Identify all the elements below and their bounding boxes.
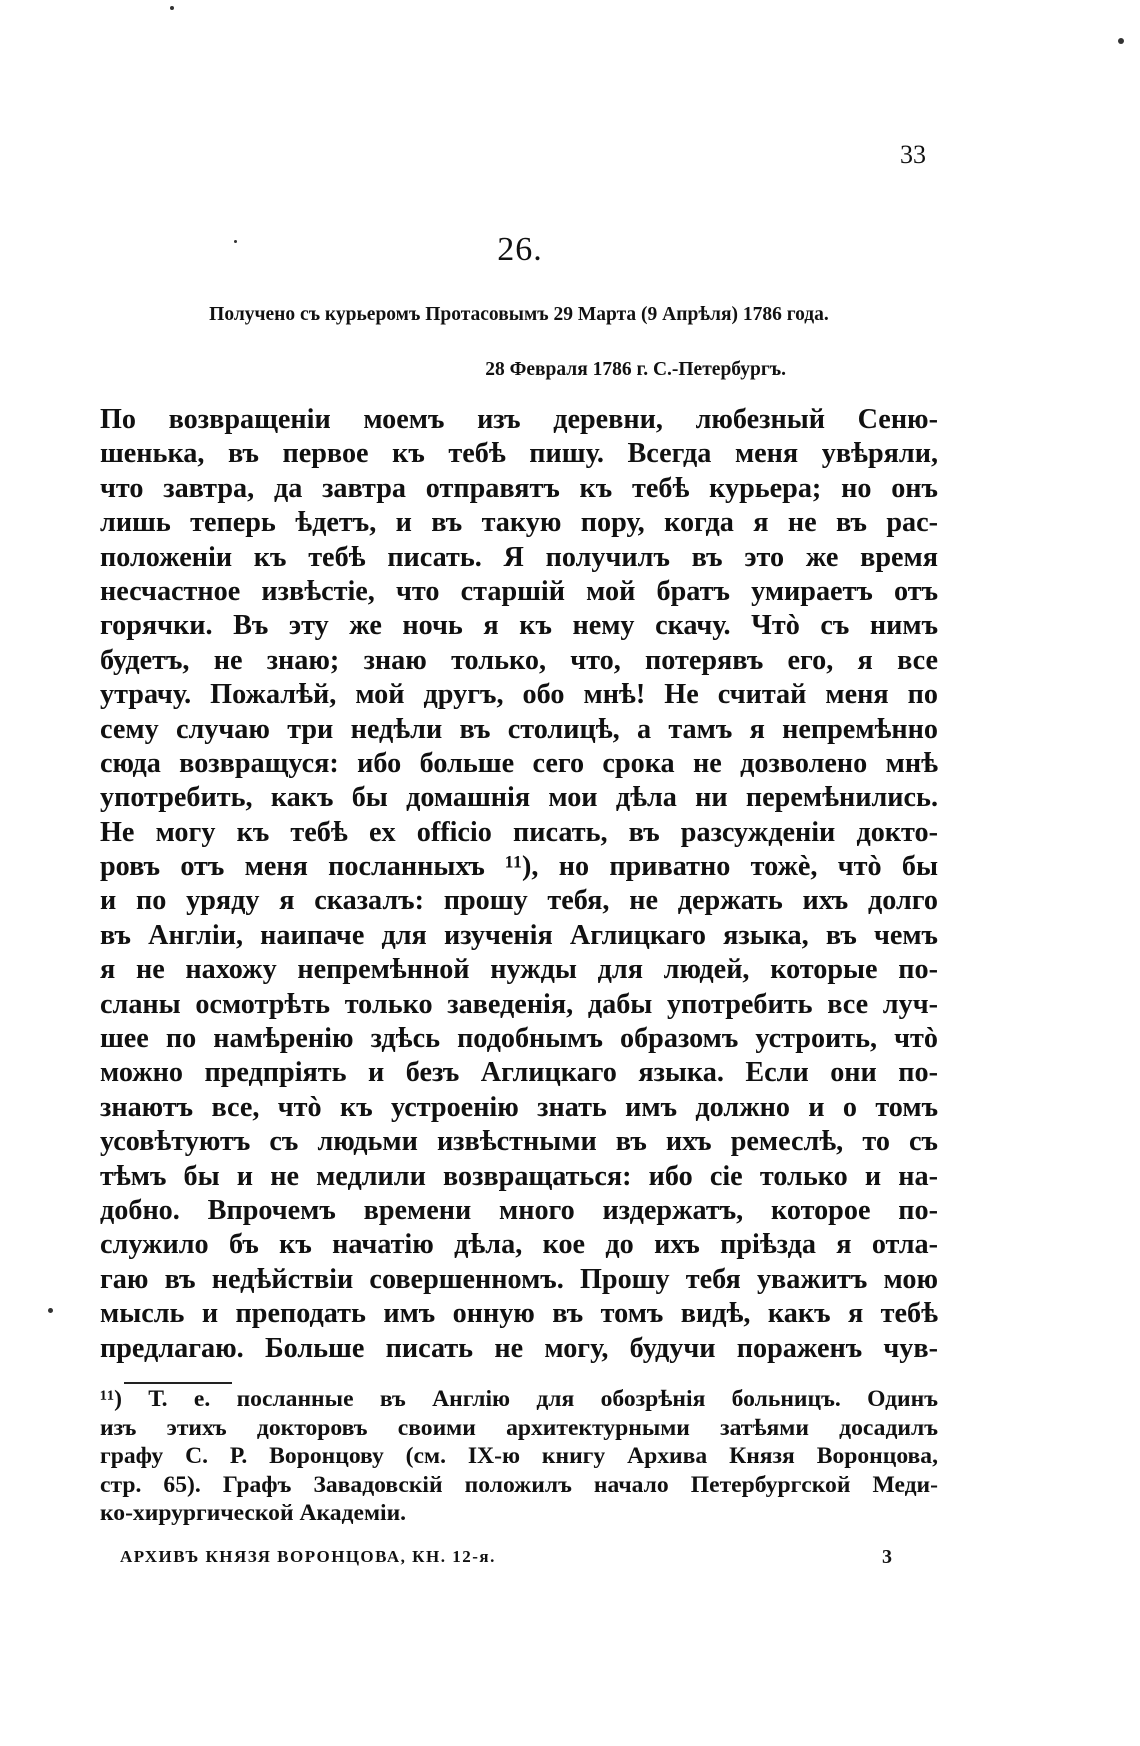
- body-line: горячки. Въ эту же ночь я къ нему скачу. Чтò съ нимъ: [100, 610, 938, 642]
- body-line: Не могу къ тебѣ ex officio писать, въ разсужденіи докто-: [100, 816, 938, 848]
- body-line: мысль и преподать имъ онную въ томъ видѣ, какъ я тебѣ: [100, 1298, 938, 1330]
- body-line: предлагаю. Больше писать не могу, будучи пораженъ чув-: [100, 1332, 938, 1364]
- body-line: лишь теперь ѣдетъ, и въ такую пору, когда я не въ рас-: [100, 507, 938, 539]
- body-line: будетъ, не знаю; знаю только, что, потерявъ его, я все: [100, 644, 938, 676]
- signature-mark: 3: [882, 1546, 894, 1568]
- body-line: шенька, въ первое къ тебѣ пишу. Всегда меня увѣряли,: [100, 438, 938, 470]
- received-note: Получено съ курьеромъ Протасовымъ 29 Марта (9 Апрѣля) 1786 года.: [209, 304, 829, 325]
- body-line: добно. Впрочемъ времени много издержатъ, которое по-: [100, 1194, 938, 1226]
- body-line: можно предпріять и безъ Аглицкаго языка. Если они по-: [100, 1057, 938, 1089]
- footnote: [100, 1385, 938, 1528]
- body-line: въ Англіи, наипаче для изученія Аглицкаго языка, въ чемъ: [100, 919, 938, 951]
- letter-body: [100, 403, 938, 1366]
- body-line: знаютъ все, чтò къ устроенію знать имъ должно и о томъ: [100, 1091, 938, 1123]
- footnote-line: ко-хирургической Академіи.: [100, 1500, 407, 1526]
- body-line: я не нахожу непремѣнной нужды для людей, которые по-: [100, 954, 938, 986]
- body-line: сланы осмотрѣть только заведенія, дабы употребить все луч-: [100, 988, 938, 1020]
- body-line: употребить, какъ бы домашнія мои дѣла ни перемѣнились.: [100, 782, 938, 814]
- body-line: утрачу. Пожалѣй, мой другъ, обо мнѣ! Не считай меня по: [100, 679, 938, 711]
- body-line: служило бъ къ начатію дѣла, кое до ихъ пріѣзда я отла-: [100, 1229, 938, 1261]
- print-speck: [170, 6, 174, 10]
- body-line: несчастное извѣстіе, что старшій мой братъ умираетъ отъ: [100, 575, 938, 607]
- body-line: и по уряду я сказалъ: прошу тебя, не держать ихъ долго: [100, 885, 938, 917]
- footnote-line: стр. 65). Графъ Завадовскій положилъ начало Петербургской Меди-: [100, 1471, 938, 1498]
- body-line: что завтра, да завтра отправятъ къ тебѣ курьера; но онъ: [100, 472, 938, 504]
- footnote-divider: [124, 1382, 232, 1384]
- body-line: сюда возвращуся: ибо больше сего срока не дозволено мнѣ: [100, 747, 938, 779]
- date-line-text: 28 Февраля 1786 г. С.-Петербургъ.: [485, 359, 786, 380]
- body-line: ровъ отъ меня посланныхъ ¹¹), но приватно тожѐ, чтò бы: [100, 851, 938, 883]
- body-line: положеніи къ тебѣ писать. Я получилъ въ это же время: [100, 541, 938, 573]
- body-line: гаю въ недѣйствіи совершенномъ. Прошу тебя уважитъ мою: [100, 1263, 938, 1295]
- body-line: сему случаю три недѣли въ столицѣ, а тамъ я непремѣнно: [100, 713, 938, 745]
- footnote-line: ¹¹) Т. е. посланные въ Англію для обозрѣнія больницъ. Одинъ: [100, 1386, 938, 1412]
- print-speck: [1118, 38, 1124, 44]
- footnote-line: графу С. Р. Воронцову (см. IX-ю книгу Архива Князя Воронцова,: [100, 1443, 938, 1469]
- print-speck: [48, 1308, 53, 1313]
- body-line: усовѣтуютъ съ людьми извѣстными въ ихъ ремеслѣ, то съ: [100, 1126, 938, 1158]
- page-number: 33: [900, 140, 926, 169]
- letter-number: 26.: [497, 231, 543, 268]
- body-line: тѣмъ бы и не медлили возвращаться: ибо сіе только и на-: [100, 1160, 938, 1192]
- print-speck: [234, 240, 237, 243]
- date-line: [100, 356, 938, 384]
- body-line: шее по намѣренію здѣсь подобнымъ образомъ устроить, чтò: [100, 1023, 938, 1055]
- body-line: По возвращеніи моемъ изъ деревни, любезный Сеню-: [100, 404, 938, 435]
- footnote-line: изъ этихъ докторовъ своими архитектурными затѣями досадилъ: [100, 1414, 938, 1441]
- footer-title: АРХИВЪ КНЯЗЯ ВОРОНЦОВА, КН. 12-я.: [120, 1547, 496, 1566]
